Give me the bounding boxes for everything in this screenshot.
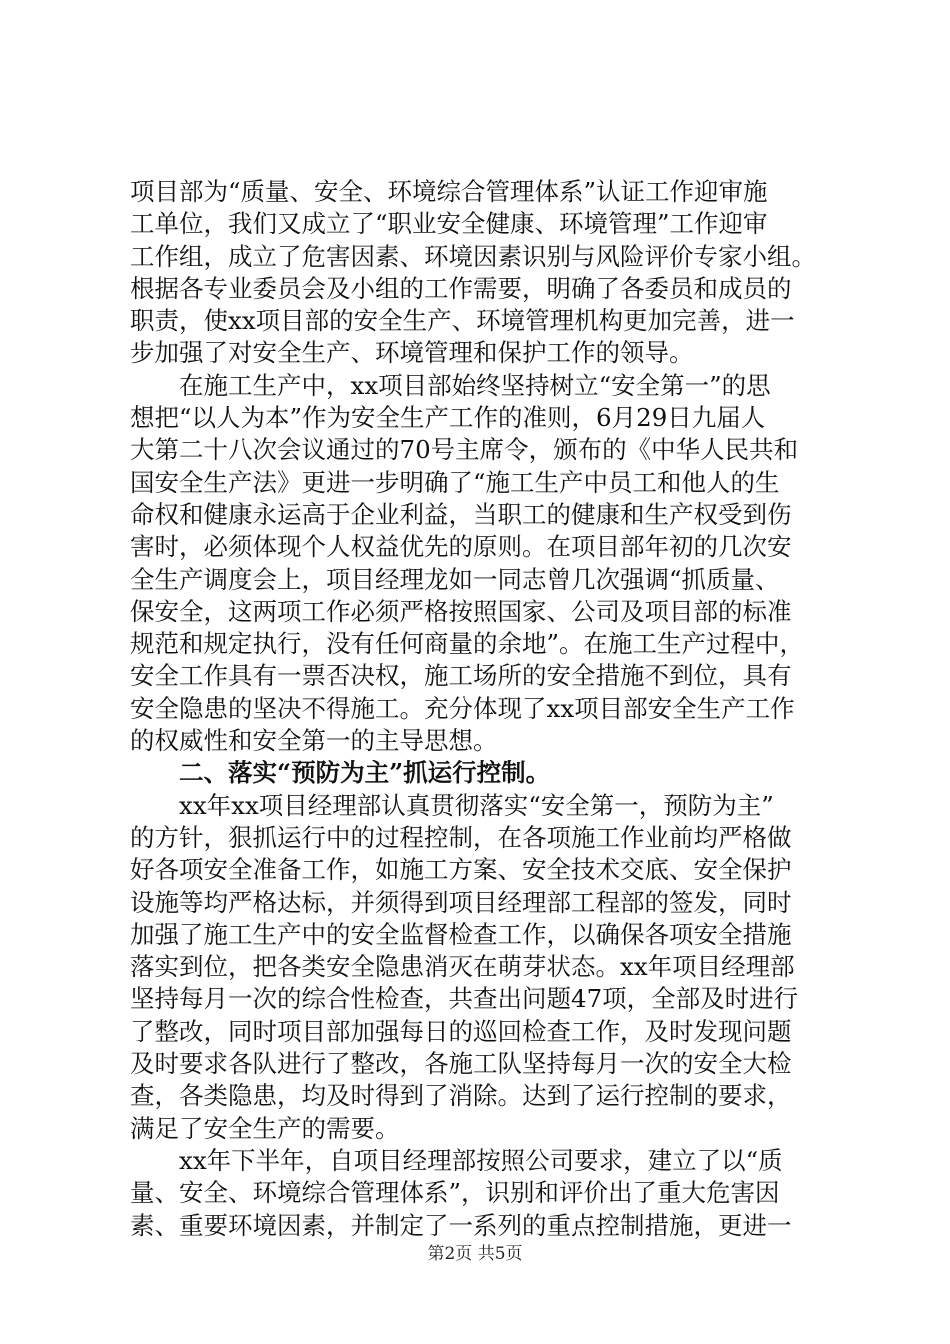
text-line: 了整改，同时项目部加强每日的巡回检查工作，及时发现问题 [130,1016,792,1046]
text-line: 满足了安全生产的需要。 [130,1113,400,1143]
text-line: 害时，必须体现个人权益优先的原则。在项目部年初的几次安 [130,532,792,562]
text-line: 保安全，这两项工作必须严格按照国家、公司及项目部的标准 [130,596,792,626]
section-heading: 二、落实“预防为主”抓运行控制。 [179,758,551,788]
text-line: 的权威性和安全第一的主导思想。 [130,726,498,756]
text-line: 及时要求各队进行了整改，各施工队坚持每月一次的安全大检 [130,1049,792,1079]
text-line: 国安全生产法》更进一步明确了“施工生产中员工和他人的生 [130,467,780,497]
text-line: 设施等均严格达标，并须得到项目经理部工程部的签发，同时 [130,887,792,917]
text-line: 根据各专业委员会及小组的工作需要，明确了各委员和成员的 [130,273,792,303]
text-line: 项目部为“质量、安全、环境综合管理体系”认证工作迎审施 [130,177,768,206]
text-line: 加强了施工生产中的安全监督检查工作，以确保各项安全措施 [130,919,792,949]
text-line: 工单位，我们又成立了“职业安全健康、环境管理”工作迎审 [130,209,768,239]
text-line: 好各项安全准备工作，如施工方案、安全技术交底、安全保护 [130,855,792,885]
text-line: 量、安全、环境综合管理体系”，识别和评价出了重大危害因 [130,1178,780,1208]
page-number-footer: 第2页 共5页 [427,1244,523,1264]
text-line: 素、重要环境因素，并制定了一系列的重点控制措施，更进一 [130,1210,792,1240]
paragraph-start-line: xx年下半年，自项目经理部按照公司要求，建立了以“质 [179,1145,783,1175]
text-line: 落实到位，把各类安全隐患消灭在萌芽状态。xx年项目经理部 [130,952,795,982]
document-body [130,176,830,1242]
text-line: 步加强了对安全生产、环境管理和保护工作的领导。 [130,338,694,368]
text-line: 大第二十八次会议通过的70号主席令，颁布的《中华人民共和 [130,435,799,465]
text-line: 职责，使xx项目部的安全生产、环境管理机构更加完善，进一 [130,306,795,336]
text-line: 规范和规定执行，没有任何商量的余地”。在施工生产过程中， [130,629,805,659]
text-line: 想把“以人为本”作为安全生产工作的准则，6月29日九届人 [130,403,766,433]
text-line: 坚持每月一次的综合性检查，共查出问题47项，全部及时进行 [130,984,799,1014]
text-line: 安全工作具有一票否决权，施工场所的安全措施不到位，具有 [130,661,792,691]
text-line: 全生产调度会上，项目经理龙如一同志曾几次强调“抓质量、 [130,564,780,594]
text-line: 命权和健康永运高于企业利益，当职工的健康和生产权受到伤 [130,499,792,529]
text-line: 安全隐患的坚决不得施工。充分体现了xx项目部安全生产工作 [130,693,795,723]
text-line: 的方针，狠抓运行中的过程控制，在各项施工作业前均严格做 [130,822,792,852]
paragraph-start-line: 在施工生产中，xx项目部始终坚持树立“安全第一”的思 [179,370,771,400]
paragraph-start-line: xx年xx项目经理部认真贯彻落实“安全第一，预防为主” [179,790,774,820]
text-line: 工作组，成立了危害因素、环境因素识别与风险评价专家小组。 [130,241,816,271]
text-line: 查，各类隐患，均及时得到了消除。达到了运行控制的要求， [130,1081,792,1111]
